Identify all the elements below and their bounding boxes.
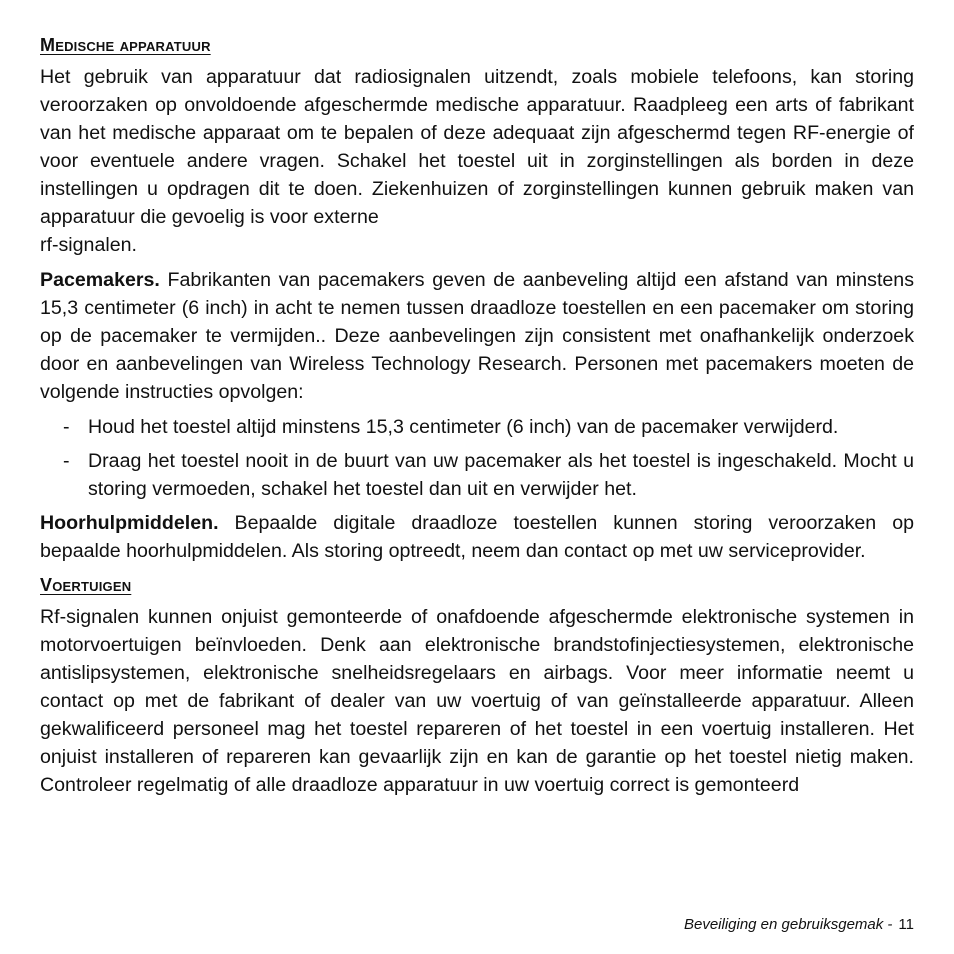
section-heading-voertuigen: Voertuigen [40,575,132,595]
pacemakers-label: Pacemakers. [40,269,160,291]
vehicles-text: Rf-signalen kunnen onjuist gemonteerde of onafdoende afgeschermde elektronische systemen in motorvoertuigen beïnvloeden. Denk aan elektronische brandstofinjectiesystemen, elektronische antislipsystemen, elektronische snelheidsregelaars en airbags. Voor meer informatie neemt u contact op met de fabrikant of dealer van uw voertuig of van geïnstalleerde apparatuur. Alleen gekwalificeerd personeel mag het toestel repareren of het toestel in een voertuig installeren. Het onjuist installeren of repareren kan gevaarlijk zijn en kan de garantie op het toestel nietig maken. Controleer regelmatig of alle draadloze apparatuur in uw voertuig correct is gemonteerd [40,606,914,796]
section-heading-medische-apparatuur: Medische apparatuur [40,35,211,55]
vehicles-paragraph [40,603,914,799]
hearing-aids-label: Hoorhulpmiddelen. [40,512,219,534]
page-number: 11 [898,916,914,933]
list-item-text: Houd het toestel altijd minstens 15,3 centimeter (6 inch) van de pacemaker verwijderd. [88,416,839,438]
pacemaker-instructions-list [40,413,914,503]
list-item [40,413,914,441]
pacemakers-text: Fabrikanten van pacemakers geven de aanbeveling altijd een afstand van minstens 15,3 centimeter (6 inch) in acht te nemen tussen draadloze toestellen en een pacemaker om storing op de pacemaker te vermijden.. Deze aanbevelingen zijn consistent met onafhankelijk onderzoek door en aanbevelingen van Wireless Technology Research. Personen met pacemakers moeten de volgende instructies opvolgen: [40,269,914,403]
medical-equipment-paragraph-tail [40,231,914,259]
footer-section-title: Beveiliging en gebruiksgemak - [683,916,893,933]
hearing-aids-text: Bepaalde digitale draadloze toestellen kunnen storing veroorzaken op bepaalde hoorhulpmiddelen. Als storing optreedt, neem dan contact op met uw serviceprovider. [40,512,914,562]
list-item [40,447,914,503]
medical-equipment-paragraph [40,63,914,231]
dash-marker: - [63,450,70,472]
pacemakers-paragraph [40,266,914,406]
page-footer [684,916,914,933]
dash-marker: - [63,416,70,438]
medical-equipment-text: Het gebruik van apparatuur dat radiosignalen uitzendt, zoals mobiele telefoons, kan storing veroorzaken op onvoldoende afgeschermde medische apparatuur. Raadpleeg een arts of fabrikant van het medische apparaat om te bepalen of deze adequaat zijn afgeschermd tegen RF-energie of voor eventuele andere vragen. Schakel het toestel uit in zorginstellingen als borden in deze instellingen u opdragen dit te doen. Ziekenhuizen of zorginstellingen kunnen gebruik maken van apparatuur die gevoelig is voor externe [40,66,914,228]
list-item-text: Draag het toestel nooit in de buurt van uw pacemaker als het toestel is ingeschakeld. Mocht u storing vermoeden, schakel het toestel dan uit en verwijder het. [88,450,914,500]
hearing-aids-paragraph [40,509,914,565]
document-page [40,32,914,806]
medical-equipment-text-tail: rf-signalen. [40,234,137,256]
